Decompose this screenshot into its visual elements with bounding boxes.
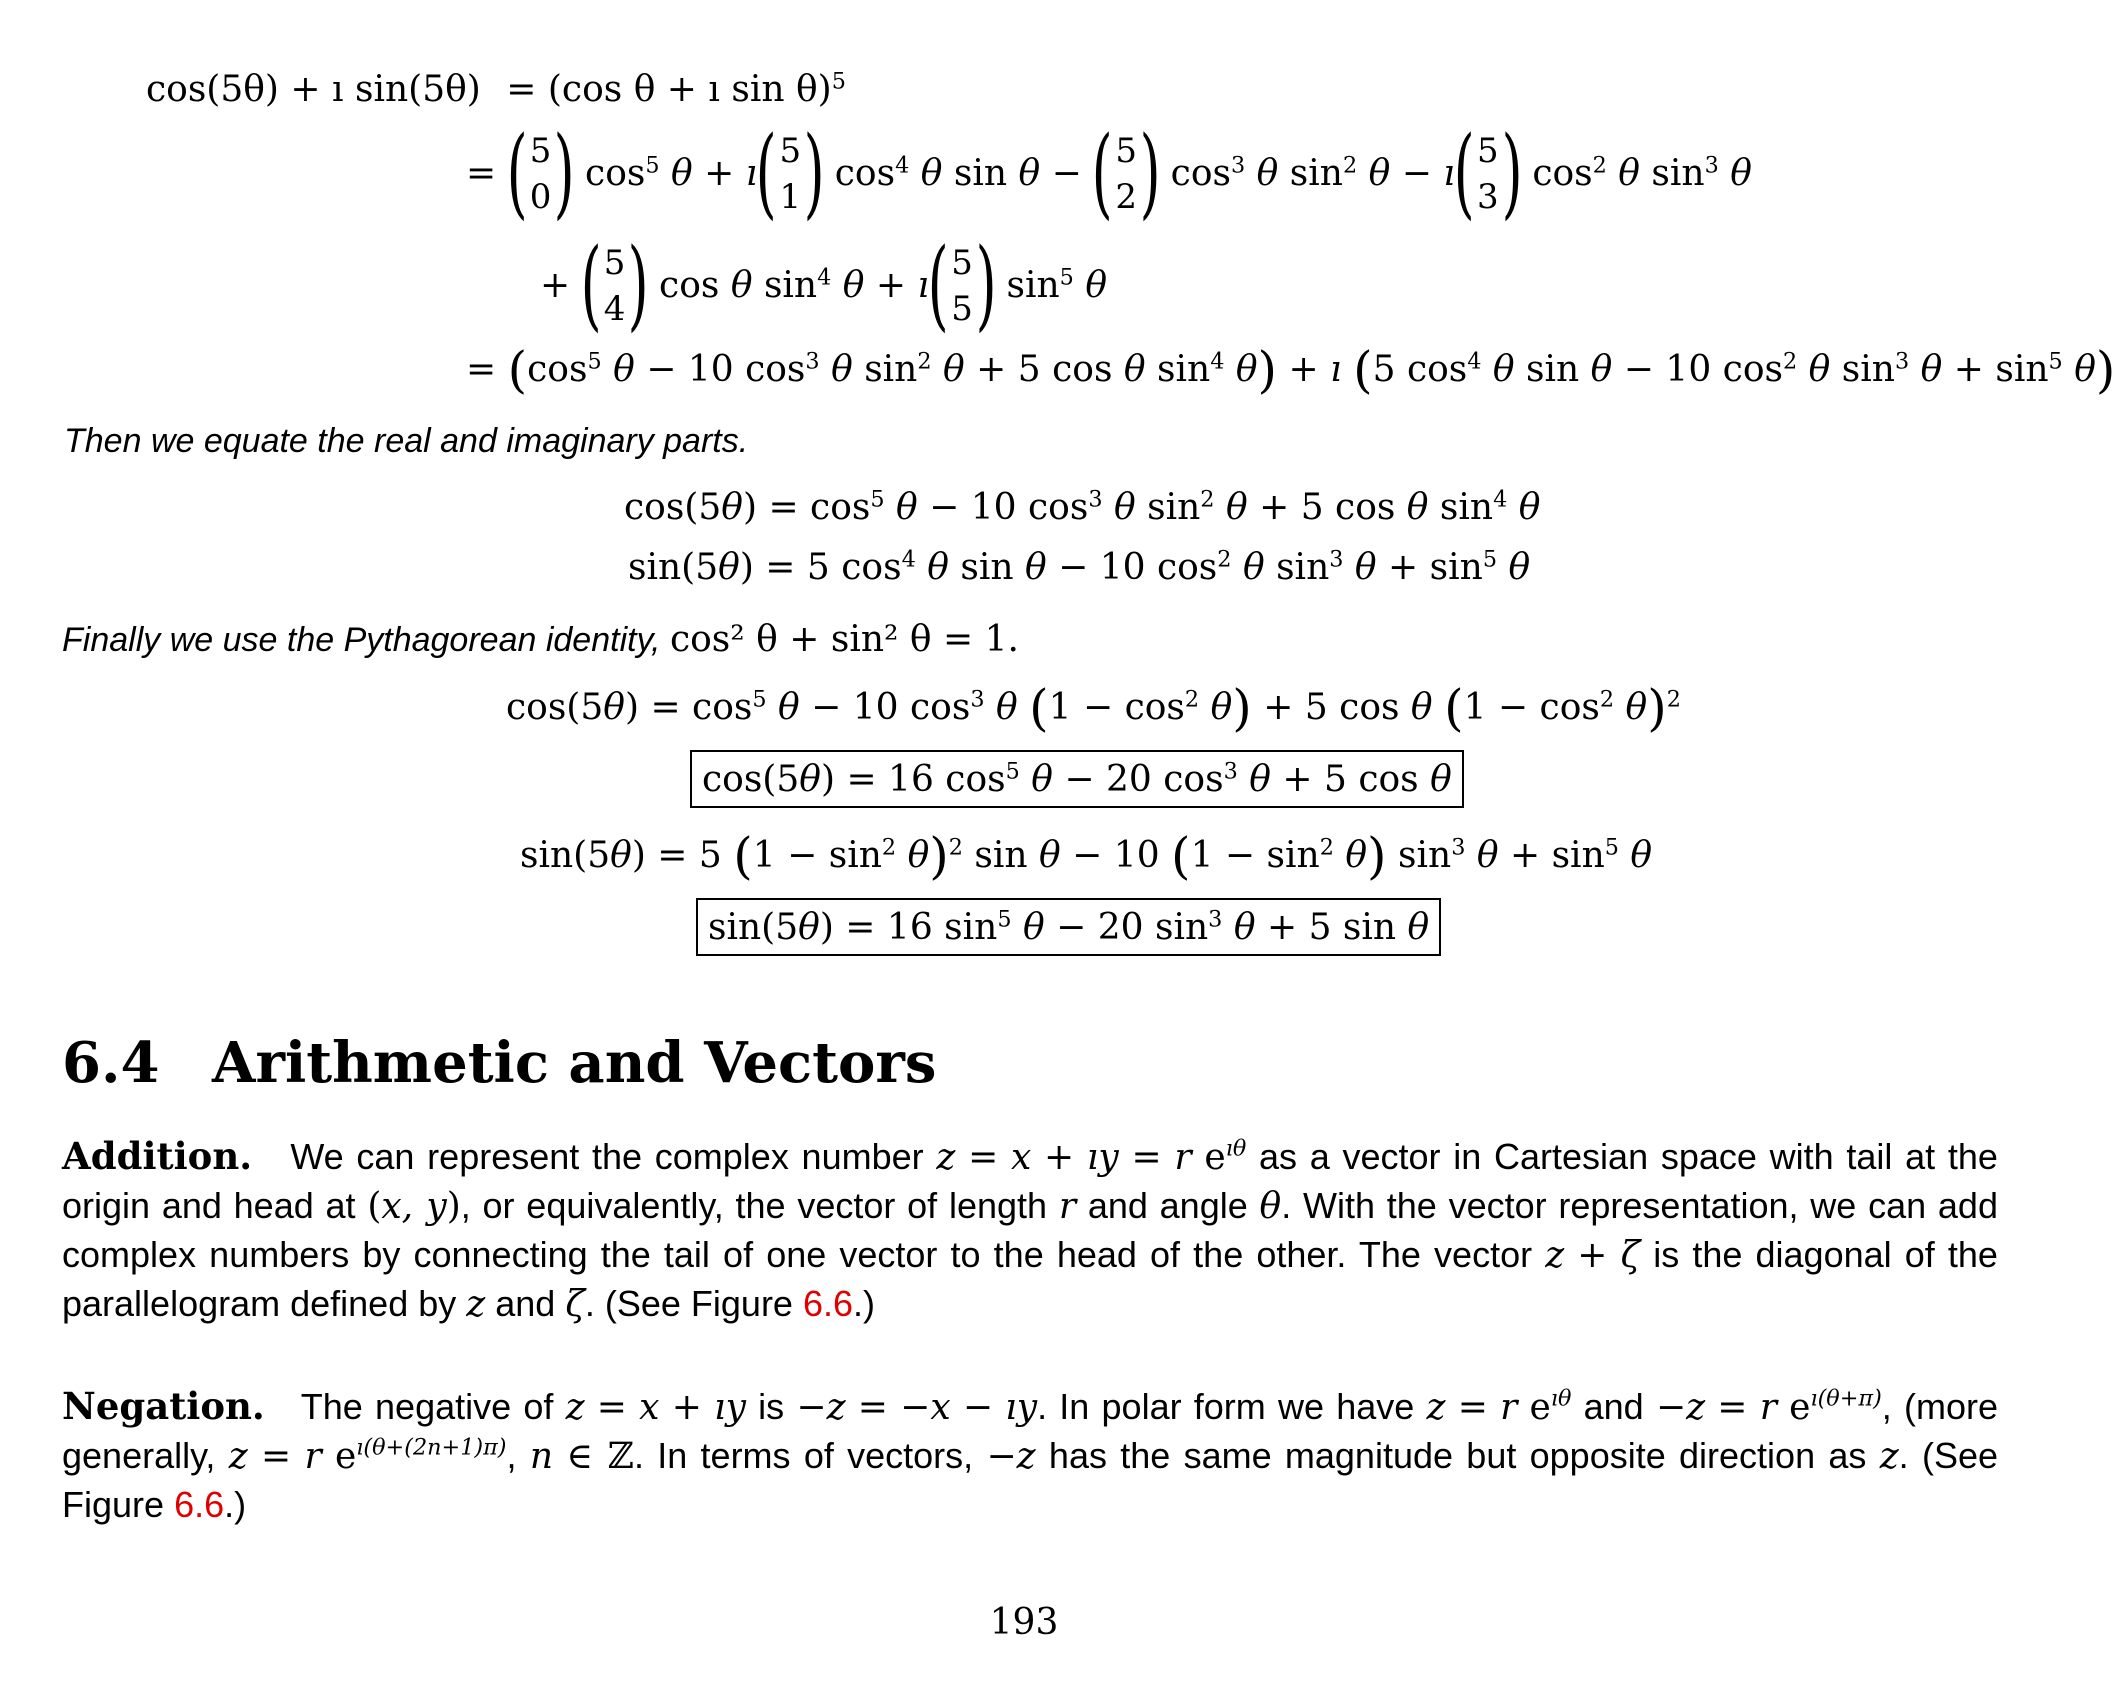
- section-number: 6.4: [62, 1030, 160, 1096]
- eq-line3: + ( 5 4 ) cos θ $\sin^4 \theta$ + ı ( 5 5 ) $\sin^5 \theta$: [540, 228, 1108, 342]
- negation-paragraph: Negation. The negative of z = x + ıy is −z = −x − ıy. In polar form we have z = r $e^{ı\theta}$ and −z = r $e^{ı(\theta+\pi)}$, (more generally, z = r $e^{ı(\theta+(2n+1)\pi)}$, n ∈ ℤ. In terms of vectors, −z has the same magnitude but opposite direction as z. (See Figure 6.6.): [62, 1384, 1999, 1525]
- pythag-line: [62, 619, 1019, 660]
- addition-heading: Addition.: [62, 1134, 253, 1178]
- eq-sin5-expand: sin(5θ) = 5 $\cos^4 \theta$ sin θ − 10 $\cos^2 \theta$ $\sin^3 \theta + \sin^5 \theta$: [628, 546, 1531, 588]
- binom-5-0: ( 5 0 ): [506, 116, 576, 230]
- pythag-intro: Finally we use the Pythagorean identity,: [62, 621, 661, 659]
- section-title: Arithmetic and Vectors: [212, 1030, 937, 1096]
- eq-line1-lhs: cos(5θ) + ı sin(5θ): [146, 69, 481, 110]
- binom-5-3: ( 5 3 ): [1453, 116, 1523, 230]
- binom-5-1: ( 5 1 ): [755, 116, 825, 230]
- eq-sin5-sub: sin(5θ) = 5 $(1 - \sin^2 \theta)^2$ sin θ − 10 $(1 - \sin^2 \theta)$ $\sin^3 \theta + \sin^5 \theta$: [520, 827, 1653, 885]
- eq-line2: = ( 5 0 ) $\cos^5 \theta$ + ı ( 5 1 ) $\cos^4 \theta$ sin θ − ( 5 2 ) $\cos^3 \theta$ $\sin^2 \theta$ − ı ( 5 3 ) $\cos^2 \theta$ $\sin^3 \theta$: [466, 116, 1752, 230]
- addition-paragraph: Addition. We can represent the complex number z = x + ıy = r $e^{ı\theta}$ as a vector in Cartesian space with tail at the origin and head at (x, y), or equivalently, the vector of length r and angle θ. With the vector representation, we can add complex numbers by connecting the tail of one vector to the head of the other. The vector z + ζ is the diagonal of the parallelogram defined by z and ζ. (See Figure 6.6.): [62, 1134, 1998, 1325]
- section-heading: [62, 1030, 936, 1096]
- eq-cos5-result: cos(5θ) = 16 $\cos^5 \theta - 20$ $\cos^3 \theta + 5$ cos θ: [690, 750, 1464, 808]
- figure-link[interactable]: 6.6: [174, 1484, 225, 1525]
- binom-5-5: ( 5 5 ): [927, 228, 997, 342]
- eq-cos5-expand: $\cos(5\theta) = \cos^5 \theta - 10$ $\cos^3 \theta$ $\sin^2 \theta + 5$ cos θ $\sin^4 \theta$: [624, 486, 1541, 528]
- pythag-formula: cos² θ + sin² θ = 1.: [669, 619, 1019, 660]
- binom-5-4: ( 5 4 ): [580, 228, 650, 342]
- eq-sin5-result: sin(5θ) = 16 $\sin^5 \theta - 20$ $\sin^3 \theta + 5$ sin θ: [696, 898, 1441, 956]
- eq-line1: [146, 68, 846, 110]
- negation-heading: Negation.: [62, 1384, 265, 1428]
- equate-text: Then we equate the real and imaginary parts.: [64, 422, 749, 460]
- page-number: 193: [989, 1602, 1059, 1643]
- eq-cos5-sub: $\cos(5\theta) = \cos^5 \theta - 10$ $\cos^3 \theta$ $(1 - \cos^2 \theta) + 5$ cos θ $(1 - \cos^2 \theta)^2$: [506, 679, 1681, 737]
- eq-line4: = ($\cos^5$ θ − 10 $\cos^3 \theta$ $\sin^2 \theta + 5$ cos θ $\sin^4 \theta$) + ı (5 $\cos^4 \theta$ sin θ − 10 $\cos^2 \theta$ $\sin^3 \theta + \sin^5 \theta$): [466, 341, 2115, 399]
- eq-line1-exponent: 5: [831, 68, 846, 95]
- binom-5-2: ( 5 2 ): [1091, 116, 1161, 230]
- figure-link[interactable]: 6.6: [802, 1283, 854, 1324]
- eq-line1-rhs: = (cos θ + ı sin θ): [506, 69, 832, 110]
